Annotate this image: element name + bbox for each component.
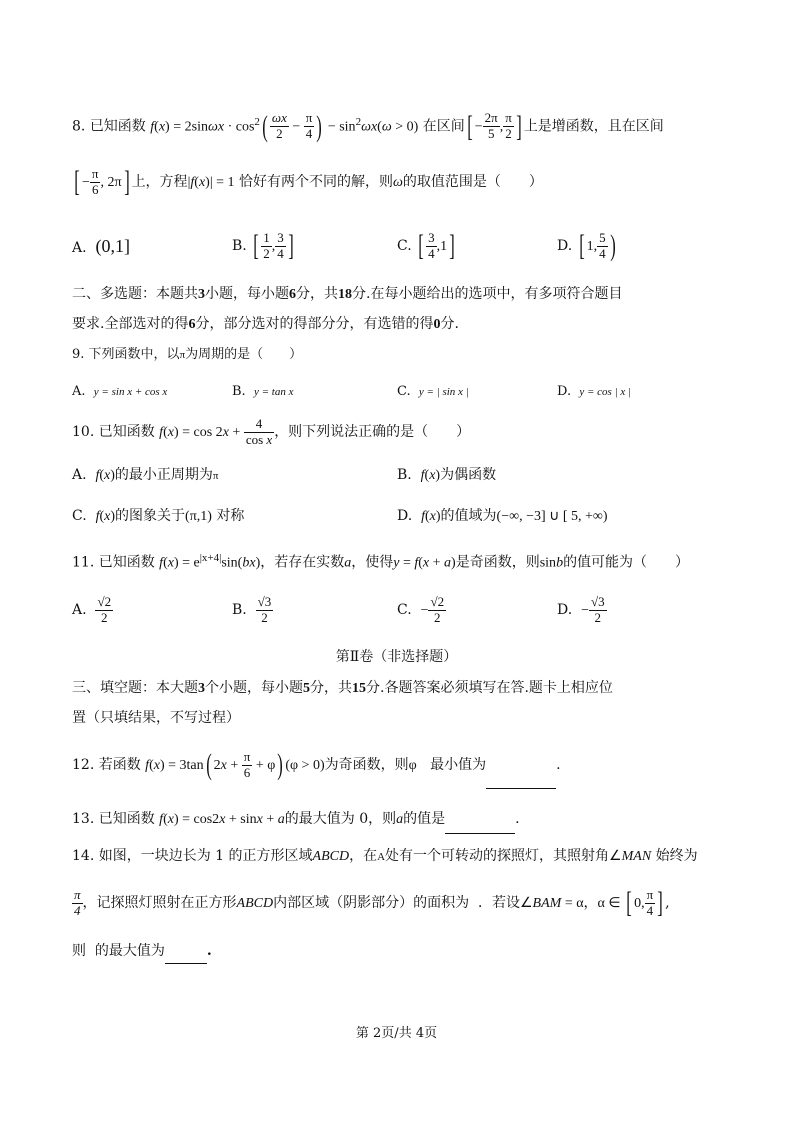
q9-option-c[interactable]: C. y = | sin x | [397, 384, 469, 399]
q8-number: 8. [72, 118, 86, 135]
q10-option-b[interactable]: B. f(x)为偶函数 [397, 467, 497, 483]
q9-option-b[interactable]: B. y = tan x [232, 384, 294, 399]
q11-option-b[interactable]: B. $\frac{√3}{2}$ [232, 593, 272, 625]
q10-option-a[interactable]: A. f(x)的最小正周期为π [72, 467, 219, 483]
q8-text-mid: 在区间 [422, 118, 465, 135]
q8-formula: f [150, 119, 155, 135]
section2-line2: 要求.全部选对的得6分，部分选对的得部分分，有选错的得0分. [72, 316, 459, 332]
q8-line2-a: 上，方程 [131, 174, 188, 190]
q10-stem: 10. 已知函数 f(x) = cos 2x + $\frac{4}{\text{cos x}}$ ，则下列说法正确的是（ ） [72, 415, 471, 447]
part2-title: 第Ⅱ卷（非选择题） [335, 649, 458, 665]
q8-line2-b: 恰好有两个不同的解，则 [238, 174, 393, 190]
q9-option-d[interactable]: D. y = cos | x | [557, 384, 632, 399]
q8-line2: [ − $\frac{\pi}{6}$ , 2π] 上，方程|f(x)| = 1 恰好有两个不同的解，则ω的取值范围是（ ） [74, 165, 543, 198]
q8-option-d[interactable]: D. [ 1, $\frac{5}{4}$ ) [557, 229, 616, 262]
q8-line2-c: 的取值范围是（ ） [402, 174, 543, 190]
q13-stem: 13. 已知函数 f(x) = cos2x + sinx + a的最大值为 0，则a的值是 . [72, 805, 520, 834]
q8-line1: 8. 已知函数 $f(x) = 2\sin\omega x \cdot \cos^2$( $\frac{\omega x}{2}$ − $\frac{\pi}{4}$ ) − $\sin^2\omega x(\omega > 0)$ 在区间[ − $\frac{2\pi}{5}$ , $\frac{\pi}{2}$ ] 上是增函数，且在区间 [72, 109, 664, 143]
q12-answer-blank[interactable] [486, 775, 556, 789]
q8-intro: 已知函数 [89, 118, 146, 135]
q8-text-end: 上是增函数，且在区间 [523, 118, 664, 135]
section3-line1: 三、填空题：本大题3个小题，每小题5分，共15分.各题答案必须填写在答.题卡上相应位 [72, 680, 613, 696]
q8-option-b[interactable]: B. [ $\frac{1}{2}$ , $\frac{3}{4}$ ] [232, 229, 294, 262]
page-footer: 第 2页/共 4页 [355, 1026, 438, 1041]
q14-line2: $\frac{\pi}{4}$ ，记探照灯照射在正方形ABCD内部区域（阴影部分）的面积为 ．若设∠BAM = α，α ∈ [ 0, $\frac{\pi}{4}$ ] , [74, 886, 670, 919]
q11-stem: 11. 已知函数 $f(x) = e^{|x+4|}\sin(bx)$，若存在实数a，使得y = f(x + a)是奇函数，则sinb的值可能为（ ） [72, 552, 690, 571]
q8-option-a[interactable]: A. (0,1] [72, 236, 130, 256]
q9-option-a[interactable]: A. y = sin x + cos x [72, 384, 168, 399]
q11-option-c[interactable]: C. − $\frac{√2}{2}$ [397, 593, 445, 625]
q13-answer-blank[interactable] [445, 820, 515, 834]
q10-option-d[interactable]: D. f(x)的值域为(−∞, −3] ∪ [ 5, +∞) [397, 508, 608, 524]
q11-option-d[interactable]: D. − $\frac{√3}{2}$ [557, 593, 605, 625]
q14-answer-blank[interactable] [165, 950, 207, 964]
q8-option-c[interactable]: C. [ $\frac{3}{4}$ ,1] [397, 229, 455, 262]
q14-line1: 14. 如图，一块边长为 1 的正方形区域ABCD，在A处有一个可转动的探照灯，其照射角∠MAN 始终为 [72, 848, 698, 864]
q14-line3: 则 的最大值为 . [72, 938, 212, 964]
q9-stem: 9. 下列函数中，以π为周期的是（ ） [72, 347, 303, 362]
section3-line2: 置（只填结果，不写过程） [72, 710, 240, 726]
q12-stem: 12. 若函数 f(x) = 3tan( 2x + $\frac{\pi}{6}$ + φ) (φ > 0)为奇函数，则φ 最小值为 . [72, 742, 561, 788]
q11-option-a[interactable]: A. $\frac{√2}{2}$ [72, 593, 112, 625]
section2-line1: 二、多选题：本题共3小题，每小题6分，共18分.在每小题给出的选项中，有多项符合题目 [72, 286, 623, 302]
q10-option-c[interactable]: C. f(x)的图象关于(π,1) 对称 [72, 508, 245, 524]
